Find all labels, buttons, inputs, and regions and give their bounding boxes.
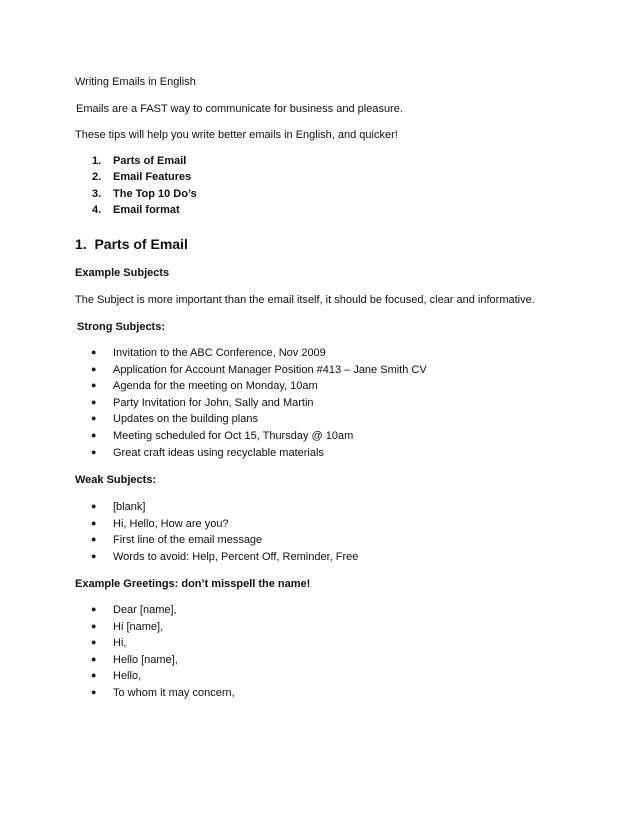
bullet-icon: ● <box>91 686 97 697</box>
bullet-icon: ● <box>91 637 97 648</box>
weak-subjects-heading: Weak Subjects: <box>75 474 157 486</box>
list-item: ● Invitation to the ABC Conference, Nov 2009 <box>91 347 326 359</box>
toc-item: 2. Email Features <box>92 171 192 184</box>
list-item: ● To whom it may concern, <box>91 686 235 699</box>
section-heading-parts-of-email: 1. Parts of Email <box>75 236 188 252</box>
bullet-icon: ● <box>91 550 97 561</box>
list-item: ● Words to avoid: Help, Percent Off, Reminder, Free <box>91 550 359 563</box>
list-item: ● Hello [name], <box>91 653 178 666</box>
list-item: ● [blank] <box>91 501 146 513</box>
bullet-icon: ● <box>91 534 97 545</box>
toc-item: 3. The Top 10 Do’s <box>92 187 197 200</box>
weak-subjects-list <box>91 500 358 566</box>
list-item: ● First line of the email message <box>91 534 263 547</box>
list-item: ● Hi, <box>91 637 127 650</box>
subject-explanation: The Subject is more important than the email itself, it should be focused, clear and informative. <box>75 294 535 306</box>
bullet-icon: ● <box>91 620 97 631</box>
tips-text: These tips will help you write better emails in English, and quicker! <box>75 129 398 141</box>
list-item: ● Application for Account Manager Position #413 – Jane Smith CV <box>91 363 427 376</box>
list-item: ● Party Invitation for John, Sally and Martin <box>91 396 314 409</box>
toc-item: 4. Email format <box>92 203 180 216</box>
doc-title: Writing Emails in English <box>75 76 196 88</box>
intro-text: Emails are a FAST way to communicate for business and pleasure. <box>76 103 403 115</box>
list-item: ● Agenda for the meeting on Monday, 10am <box>91 380 318 393</box>
strong-subjects-list <box>91 346 427 462</box>
greetings-list <box>91 603 235 703</box>
bullet-icon: ● <box>91 363 97 374</box>
list-item: ● Great craft ideas using recyclable materials <box>91 446 324 459</box>
strong-subjects-heading: Strong Subjects: <box>77 321 166 333</box>
list-item: ● Hello, <box>91 670 142 683</box>
example-subjects-heading: Example Subjects <box>75 267 170 279</box>
list-item: ● Meeting scheduled for Oct 15, Thursday @ 10am <box>91 429 354 442</box>
toc-list <box>92 154 197 219</box>
bullet-icon: ● <box>91 446 97 457</box>
bullet-icon: ● <box>91 380 97 391</box>
bullet-icon: ● <box>91 413 97 424</box>
bullet-icon: ● <box>91 429 97 440</box>
bullet-icon: ● <box>91 517 97 528</box>
bullet-icon: ● <box>91 501 97 511</box>
list-item: ● Hi [name], <box>91 620 164 633</box>
list-item: ● Hi, Hello, How are you? <box>91 517 229 530</box>
list-item: ● Updates on the building plans <box>91 413 258 426</box>
bullet-icon: ● <box>91 670 97 681</box>
bullet-icon: ● <box>91 604 97 614</box>
list-item: ● Dear [name], <box>91 604 177 616</box>
bullet-icon: ● <box>91 347 97 357</box>
example-greetings-heading: Example Greetings: don’t misspell the name! <box>75 578 311 590</box>
toc-item: 1. Parts of Email <box>92 155 187 167</box>
bullet-icon: ● <box>91 653 97 664</box>
bullet-icon: ● <box>91 396 97 407</box>
